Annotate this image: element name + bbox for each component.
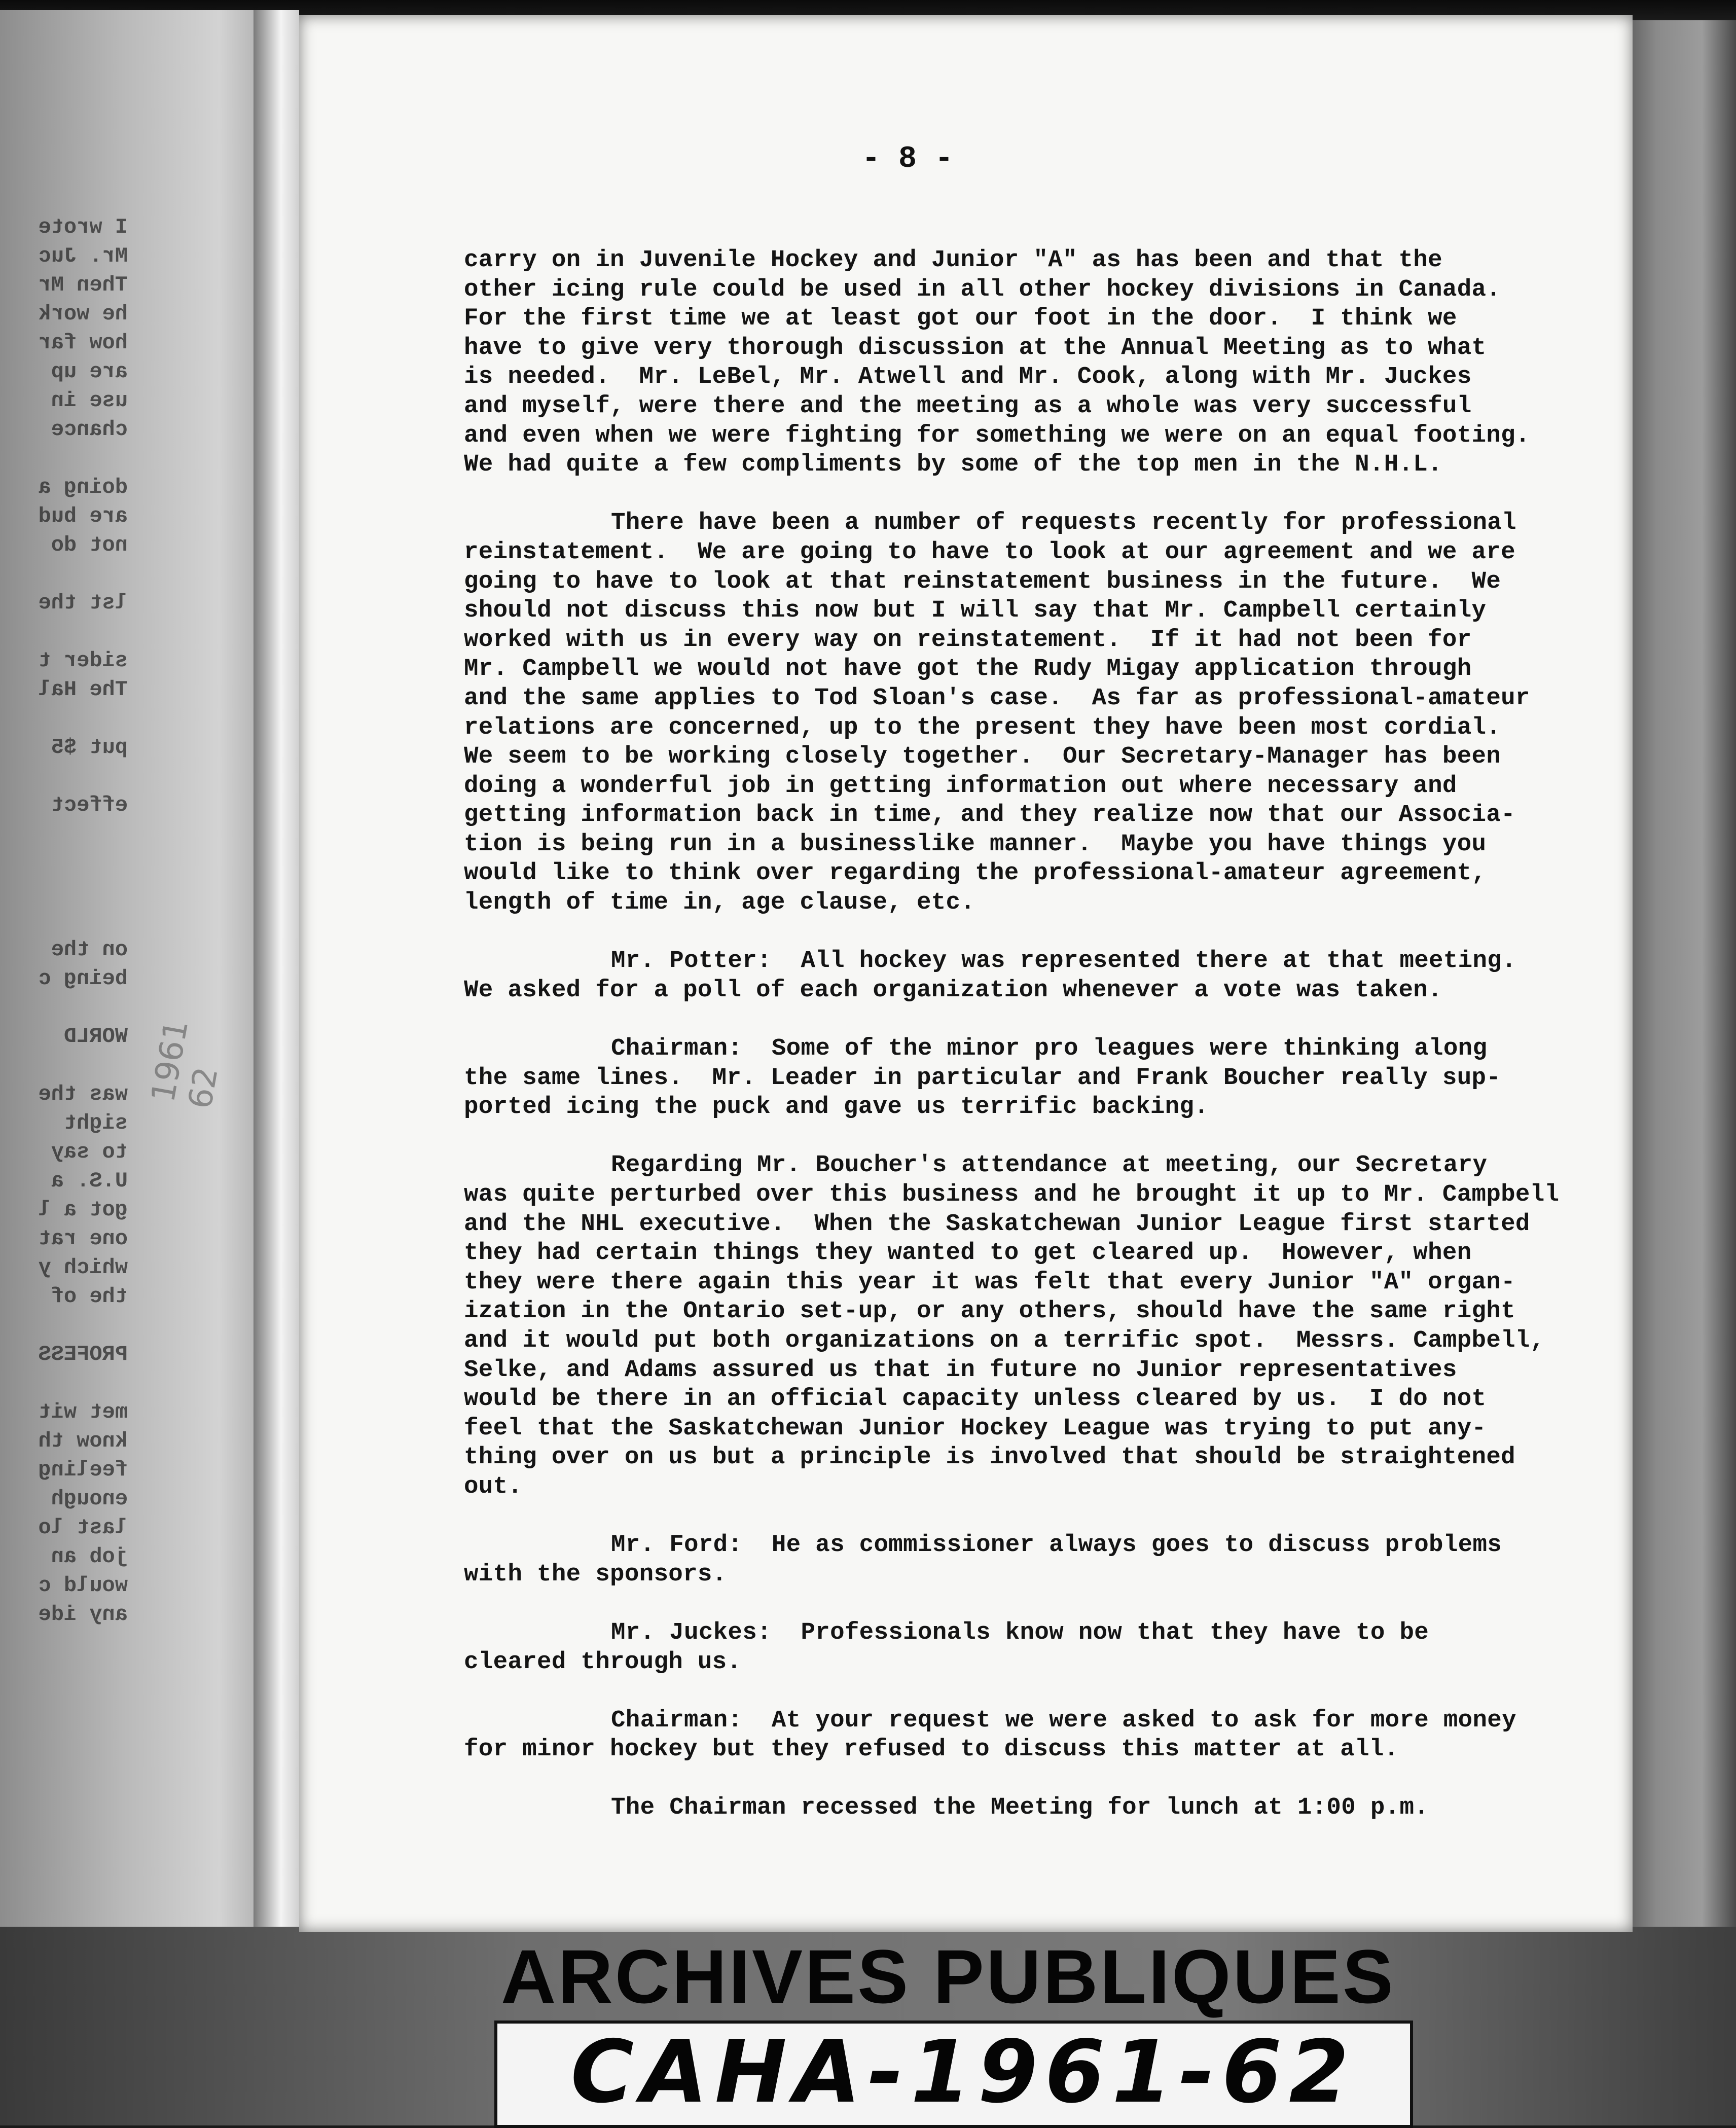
bleed-line: met wit — [38, 1400, 128, 1424]
bleed-line: know th — [38, 1429, 128, 1453]
bleed-line: The Hal — [38, 677, 128, 702]
bleed-line: lst the — [38, 591, 128, 615]
paragraph: Mr. Ford: He as commissioner always goes to discuss problems with the sponsors. — [464, 1531, 1502, 1588]
bleed-line: enough — [51, 1487, 128, 1511]
adjacent-page-bleed — [0, 10, 274, 1957]
bleed-line: any ide — [38, 1602, 128, 1627]
bleed-line: use in — [51, 388, 128, 413]
bleed-line — [0, 1051, 128, 1080]
bleed-line: last lo — [38, 1516, 128, 1540]
scan-right-edge — [1622, 20, 1736, 1967]
bleed-line: being c — [38, 966, 128, 991]
bleed-line: chance — [51, 417, 128, 442]
paragraph: There have been a number of requests recently for professional reinstatement. We are going to have to look at our agreement and we are going to have to look at that reinstatement business in the future. We should not discuss this now but I will say that Mr. Campbell certainly worked with us in every way on reinstatement. If it had not been for Mr. Campbell we would not have got the Rudy Migay application through and the same applies to Tod Sloan's case. As far as professional-amateur relations are concerned, up to the present they have been most cordial. We seem to be working closely together. Our Secretary-Manager has been doing a wonderful job in getting information out where necessary and getting information back in time, and they realize now that our Associa- tion is being run in a businesslike manner. Maybe you have things you would like to think over regarding the professional-amateur agreement, length of time in, age clause, etc. — [464, 509, 1530, 917]
paragraph: Mr. Potter: All hockey was represented there at that meeting. We asked for a poll of each organization whenever a vote was taken. — [464, 947, 1516, 1004]
bleed-line — [0, 878, 128, 907]
bleed-line: to say — [51, 1140, 128, 1164]
bleed-line: would c — [38, 1573, 128, 1598]
bleed-line: one rat — [38, 1227, 128, 1251]
bleed-line: job an — [51, 1544, 128, 1569]
bleed-line: how far — [38, 331, 128, 355]
bleed-line: not do — [51, 533, 128, 557]
bleed-line: Mr. Juc — [38, 244, 128, 268]
pencil-annotation: 1961 62 — [144, 1017, 226, 1112]
page-number: - 8 - — [862, 142, 954, 176]
bleed-line: WORLD — [63, 1024, 128, 1049]
bleed-line — [0, 444, 128, 473]
bleed-line: are up — [51, 359, 128, 384]
bleed-line: PROFESS — [38, 1342, 128, 1366]
bleed-line — [0, 1311, 128, 1340]
document-page — [299, 15, 1633, 1932]
bleed-line — [0, 849, 128, 878]
paragraph: Chairman: At your request we were asked to ask for more money for minor hockey but they refused to discuss this matter at all. — [464, 1706, 1516, 1763]
paragraph: The Chairman recessed the Meeting for lunch at 1:00 p.m. — [611, 1794, 1429, 1822]
bleed-line: the of — [51, 1284, 128, 1309]
bleed-line: sight — [63, 1111, 128, 1135]
paragraph: Mr. Juckes: Professionals know now that they have to be cleared through us. — [464, 1618, 1429, 1676]
bleed-line: he work — [38, 302, 128, 326]
bleed-line: on the — [51, 937, 128, 962]
adjacent-page-text — [0, 213, 128, 1629]
bleed-line: are bud — [38, 504, 128, 528]
bleed-line: effect — [51, 793, 128, 817]
bleed-line: put $5 — [51, 735, 128, 760]
bleed-line: got a l — [38, 1198, 128, 1222]
bleed-line: doing a — [38, 475, 128, 499]
bleed-line — [0, 704, 128, 733]
bleed-line: feeling — [38, 1458, 128, 1482]
paragraph: carry on in Juvenile Hockey and Junior "A" as has been and that the other icing rule could be used in all other hockey divisions in Canada. For the first time we at least got our foot in the door. I think we have to give very thorough discussion at the Annual Meeting as to what is needed. Mr. LeBel, Mr. Atwell and Mr. Cook, along with Mr. Juckes and myself, were there and the meeting as a whole was very successful and even when we were fighting for something we were on an equal footing. We had quite a few compliments by some of the top men in the N.H.L. — [464, 246, 1530, 479]
bleed-line: sider t — [38, 648, 128, 673]
bleed-line — [0, 560, 128, 589]
bleed-line: Then Mr — [38, 273, 128, 297]
bleed-line — [0, 762, 128, 791]
paragraph: Regarding Mr. Boucher's attendance at meeting, our Secretary was quite perturbed over this business and he brought it up to Mr. Campbell and the NHL executive. When the Saskatchewan Junior League first started they had certain things they wanted to get cleared up. However, when they were there again this year it was felt that every Junior "A" organ- ization in the Ontario set-up, or any others, should have the same right and it would put both organizations on a terrific spot. Messrs. Campbell, Selke, and Adams assured us that in future no Junior representatives would be there in an official capacity unless cleared by us. I do not feel that the Saskatchewan Junior Hockey League was trying to put any- thing over on us but a principle is involved that should be straightened out. — [464, 1151, 1560, 1500]
bleed-line: was the — [38, 1082, 128, 1106]
bleed-line — [0, 907, 128, 935]
bleed-line — [0, 820, 128, 849]
bleed-line: I wrote — [38, 215, 128, 239]
document-body — [464, 246, 1610, 1852]
paragraph: Chairman: Some of the minor pro leagues were thinking along the same lines. Mr. Leader in particular and Frank Boucher really sup- ported icing the puck and gave us terrific backing. — [464, 1035, 1501, 1121]
page-gutter — [254, 10, 299, 1957]
bleed-line: which y — [38, 1255, 128, 1280]
bleed-line — [0, 993, 128, 1022]
archive-stamp-title: ARCHIVES PUBLIQUES — [501, 1934, 1395, 2019]
archive-stamp-code: CAHA-1961-62 — [570, 2022, 1356, 2122]
bleed-line: U.S. a — [51, 1169, 128, 1193]
bleed-line — [0, 1369, 128, 1398]
bleed-line — [0, 618, 128, 646]
